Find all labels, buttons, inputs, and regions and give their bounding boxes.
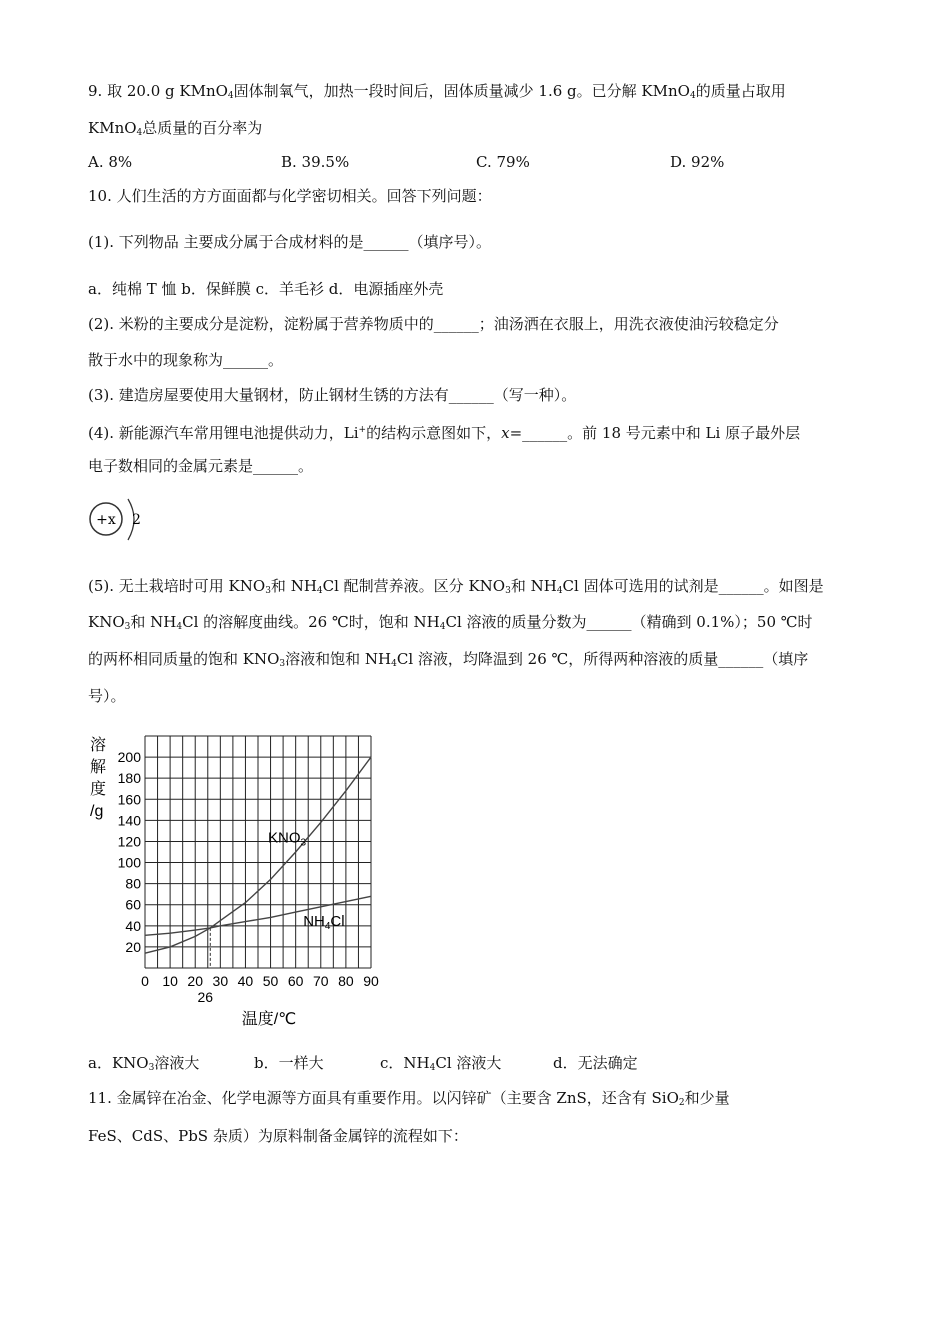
q10-part5-line1: (5). 无土栽培时可用 $KNO_3$和 $NH_4Cl$ 配制营养液。区分 $KNO_3$和 $NH_4Cl$ 固体可选用的试剂是______。如图是 [88, 577, 824, 596]
q10-part5-option-d: d．无法确定 [553, 1054, 638, 1072]
q10-part2-line1: (2). 米粉的主要成分是淀粉，淀粉属于营养物质中的______；油汤洒在衣服上，用洗衣液使油污较稳定分 [88, 315, 779, 333]
y-axis-label-char: 溶 [90, 737, 107, 754]
y-axis-label [90, 736, 106, 820]
q9-option-a: A. 8% [88, 153, 133, 171]
series-label-1: $NH_4Cl$ [303, 912, 345, 932]
x-tick-labels [141, 973, 379, 989]
q9-option-b: B. 39.5% [281, 153, 350, 171]
q10-part1: (1). 下列物品 主要成分属于合成材料的是______（填序号）。 [88, 233, 492, 251]
y-tick-label: 100 [117, 854, 141, 871]
y-axis-label-char: 度 [90, 781, 107, 798]
x-tick-label: 10 [162, 973, 178, 989]
y-tick-label: 140 [117, 812, 141, 829]
q10-part1-options: a．纯棉 T 恤 b．保鲜膜 c．羊毛衫 d．电源插座外壳 [88, 280, 444, 298]
y-tick-label: 200 [117, 749, 141, 766]
x-tick-label: 70 [312, 973, 329, 989]
q11-stem-line2: FeS、CdS、PbS 杂质）为原料制备金属锌的流程如下： [88, 1127, 468, 1145]
q9-option-c: C. 79% [476, 153, 530, 171]
q10-part3: (3). 建造房屋要使用大量钢材，防止钢材生锈的方法有______（写一种）。 [88, 386, 577, 404]
q11-stem-line1: 11. 金属锌在冶金、化学电源等方面具有重要作用。以闪锌矿（主要含 ZnS，还含有 SiO$_2$和少量 [88, 1089, 730, 1108]
y-tick-label: 40 [125, 917, 141, 934]
y-tick-label: 120 [117, 833, 141, 850]
x-tick-label: 20 [187, 973, 204, 989]
q10-part4-line2: 电子数相同的金属元素是______。 [88, 457, 314, 475]
solubility-chart [88, 728, 388, 1028]
q10-part5-option-c: c．$NH_4Cl$ 溶液大 [380, 1054, 502, 1073]
y-tick-label: 160 [117, 791, 141, 808]
x-tick-label: 90 [363, 973, 379, 989]
x-tick-label: 30 [212, 973, 229, 989]
marker-26-label: 26 [197, 989, 214, 1005]
x-axis-label: 温度/℃ [241, 1011, 297, 1028]
li-ion-structure-diagram [88, 496, 148, 546]
y-axis-label-char: 解 [90, 759, 107, 776]
y-axis-label-char: /g [90, 803, 104, 820]
chart-grid [145, 736, 371, 968]
x-tick-label: 80 [338, 973, 354, 989]
q10-part5-line3: 的两杯相同质量的饱和 $KNO_3$溶液和饱和 $NH_4Cl$ 溶液，均降温到 26 ℃，所得两种溶液的质量______（填序 [88, 650, 809, 669]
y-tick-label: 60 [125, 896, 141, 913]
x-tick-label: 60 [287, 973, 304, 989]
y-tick-labels [118, 749, 142, 955]
q10-part2-line2: 散于水中的现象称为______。 [88, 351, 284, 369]
shell-electron-count: 2 [132, 512, 141, 528]
series-label-0: $KNO_3$ [268, 829, 307, 849]
q10-part5-line2: $KNO_3$和 $NH_4Cl$ 的溶解度曲线。26 ℃时，饱和 $NH_4Cl$ 溶液的质量分数为______（精确到 0.1%）；50 ℃时 [88, 613, 813, 632]
q10-part5-option-a: a．$KNO_3$溶液大 [88, 1054, 200, 1073]
q9-option-d: D. 92% [670, 153, 725, 171]
nucleus-charge: +x [96, 512, 116, 528]
q10-part5-option-b: b．一样大 [254, 1054, 324, 1072]
q10-intro: 10. 人们生活的方方面面都与化学密切相关。回答下列问题： [88, 187, 492, 205]
x-tick-label: 40 [237, 973, 254, 989]
y-tick-label: 20 [125, 938, 141, 955]
x-tick-label: 0 [141, 973, 149, 989]
q9-stem-line1: 9. 取 20.0 g KMnO$_4$固体制氧气，加热一段时间后，固体质量减少 1.6 g。已分解 KMnO$_4$的质量占取用 [88, 82, 786, 101]
y-tick-label: 180 [117, 770, 141, 787]
x-tick-label: 50 [262, 973, 279, 989]
q10-part5-line4: 号）。 [88, 687, 126, 705]
y-tick-label: 80 [125, 875, 141, 892]
q9-stem-line2: KMnO$_4$总质量的百分率为 [88, 119, 263, 138]
q10-part4-line1: (4). 新能源汽车常用锂电池提供动力，Li+的结构示意图如下，x=______。前 18 号元素中和 Li 原子最外层 [88, 424, 801, 442]
